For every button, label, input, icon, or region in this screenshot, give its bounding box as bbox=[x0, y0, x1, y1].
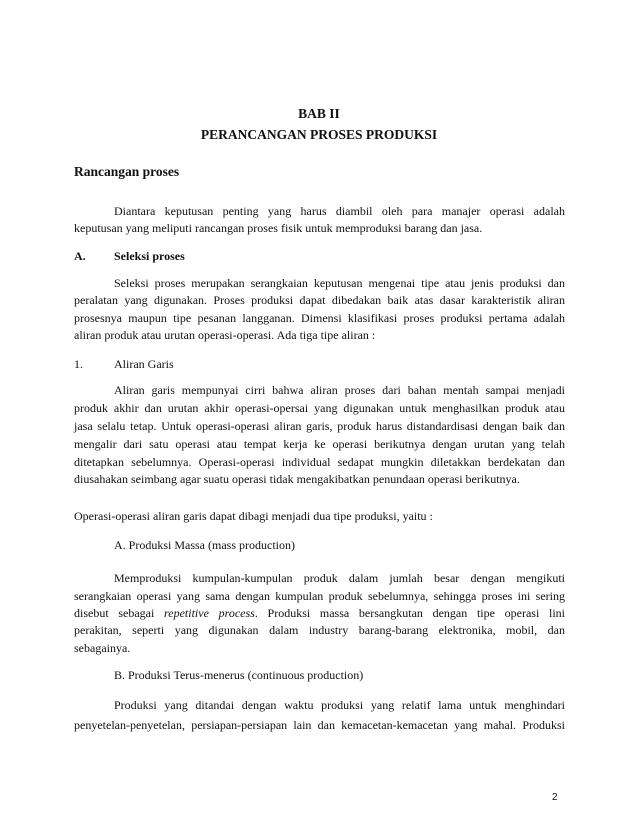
subsection-1-title: Aliran Garis bbox=[114, 357, 174, 371]
text-span: disebut sebagai bbox=[74, 606, 165, 620]
paragraph-line: keputusan yang meliputi rancangan proses fisik untuk memproduksi barang dan jasa. bbox=[74, 221, 483, 235]
chapter-number: BAB II bbox=[298, 106, 340, 121]
italic-term: repetitive process bbox=[164, 606, 255, 620]
chapter-title: PERANCANGAN PROSES PRODUKSI bbox=[200, 127, 438, 142]
paragraph-line: Operasi-operasi aliran garis dapat dibagi menjadi dua tipe produksi, yaitu : bbox=[74, 509, 433, 523]
subsection-1-label: 1. bbox=[74, 357, 83, 371]
paragraph-line: jasa selalu tetap. Untuk operasi-operasi aliran garis, produk harus distandardisasi dengan baik dan bbox=[74, 419, 565, 433]
paragraph-line: Produksi yang ditandai dengan waktu produksi yang relatif lama untuk menghindari bbox=[114, 698, 565, 712]
paragraph-line: Aliran garis mempunyai cirri bahwa aliran proses dari bahan mentah sampai menjadi bbox=[114, 383, 565, 397]
section-title: Rancangan proses bbox=[74, 164, 180, 179]
section-a-label: A. bbox=[74, 249, 86, 263]
paragraph-line: prosesnya maupun tipe pesanan langganan. Dimensi klasifikasi proses produksi pertama adalah bbox=[74, 311, 565, 325]
paragraph-line: aliran produk atau urutan operasi-operasi. Ada tiga tipe aliran : bbox=[74, 328, 376, 342]
section-a-title: Seleksi proses bbox=[114, 249, 185, 263]
paragraph-line: perakitan, seperti yang digunakan dalam industry barang-barang elektronika, mobil, dan bbox=[74, 623, 565, 637]
paragraph-line: Seleksi proses merupakan serangkaian keputusan mengenai tipe atau jenis produksi dan bbox=[114, 276, 565, 290]
text-span: . Produksi massa bersangkutan dengan tipe operasi lini bbox=[254, 606, 565, 620]
paragraph-line: produk akhir dan urutan akhir operasi-opersai yang digunakan untuk menghasilkan produk atau bbox=[74, 401, 565, 415]
page-number: 2 bbox=[552, 792, 558, 803]
subheading-mass-production: A. Produksi Massa (mass production) bbox=[114, 538, 295, 552]
paragraph-line: mengalir dari satu operasi atau tempat kerja ke operasi berikutnya dengan urutan yang telah bbox=[74, 437, 565, 451]
paragraph-line: serangkaian operasi yang sama dengan kumpulan produk sebelumnya, sehingga proses ini sering bbox=[74, 589, 565, 603]
paragraph-line: sebagainya. bbox=[74, 641, 131, 655]
paragraph-line: Memproduksi kumpulan-kumpulan produk dalam jumlah besar dengan mengikuti bbox=[114, 571, 565, 585]
subheading-continuous-production: B. Produksi Terus-menerus (continuous production) bbox=[114, 668, 364, 682]
paragraph-line: ditetapkan sebelumnya. Operasi-operasi individual sedapat mungkin diletakkan berdekatan dan bbox=[74, 455, 565, 469]
paragraph-line: diusahakan seimbang agar suatu operasi tidak mengakibatkan penundaan operasi berikutnya. bbox=[74, 472, 520, 486]
paragraph-line: peralatan yang digunakan. Proses produksi dapat dibedakan baik atas dasar karakteristik aliran bbox=[74, 293, 565, 307]
paragraph-line: penyetelan-penyetelan, persiapan-persiapan lain dan kemacetan-kemacetan yang mahal. Produksi bbox=[74, 718, 565, 732]
paragraph-line: Diantara keputusan penting yang harus diambil oleh para manajer operasi adalah bbox=[114, 204, 565, 218]
paragraph-line bbox=[74, 605, 565, 621]
